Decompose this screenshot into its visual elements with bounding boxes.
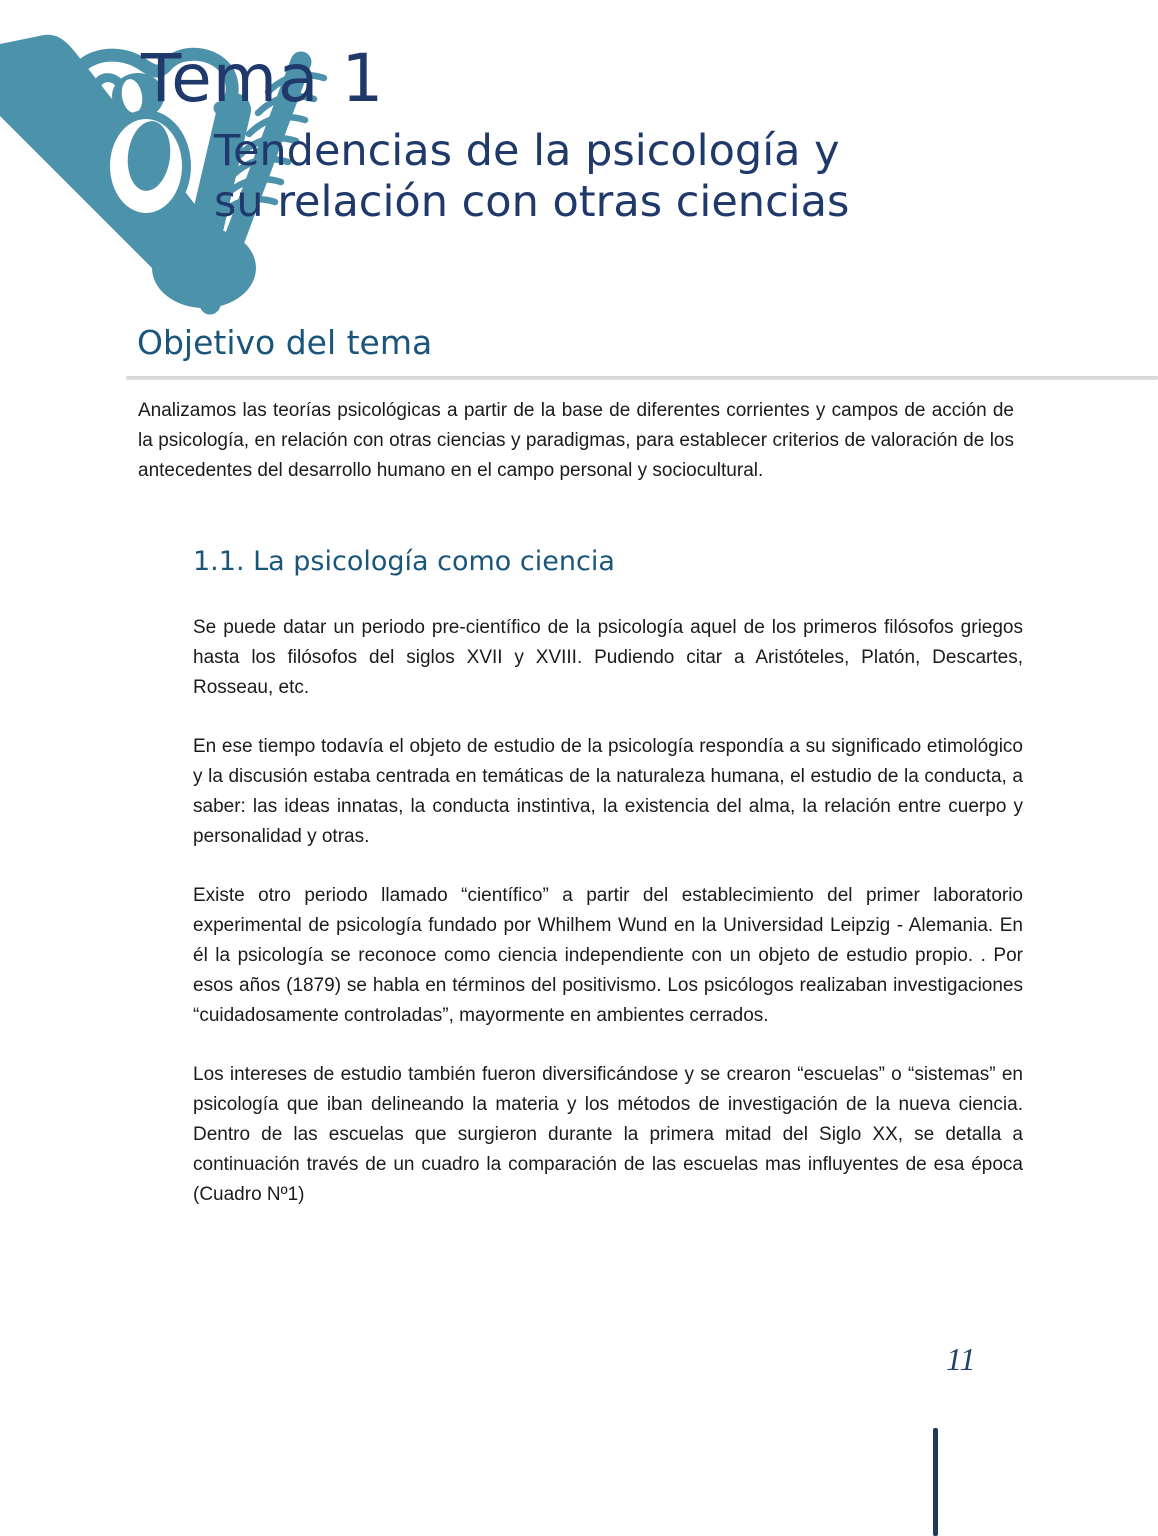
body-paragraph-4: Los intereses de estudio también fueron diversificándose y se crearon “escuelas” o “sistemas” en psicología que iban delineando la materia y los métodos de investigación de la nueva ciencia. Dentro de las escuelas que surgieron durante la primera mitad del Siglo XX, se detalla a continuación través de un cuadro la comparación de las escuelas mas influyentes de esa época (Cuadro Nº1): [193, 1064, 1023, 1205]
chapter-title: [214, 126, 849, 228]
body-paragraph-2: En ese tiempo todavía el objeto de estudio de la psicología respondía a su significado etimológico y la discusión estaba centrada en temáticas de la naturaleza humana, el estudio de la conducta, a saber: las ideas innatas, la conducta instintiva, la existencia del alma, la relación entre cuerpo y personalidad y otras.: [193, 736, 1023, 847]
chapter-title-line2: su relación con otras ciencias: [214, 177, 850, 227]
body-paragraph-3: Existe otro periodo llamado “científico” a partir del establecimiento del primer laboratorio experimental de psicología fundado por Whilhem Wund en la Universidad Leipzig - Alemania. En él la psicología se reconoce como ciencia independiente con un objeto de estudio propio. . Por esos años (1879) se habla en términos del positivismo. Los psicólogos realizaban investigaciones “cuidadosamente controladas”, mayormente en ambientes cerrados.: [193, 885, 1023, 1026]
section-heading: Objetivo del tema: [137, 323, 433, 362]
body-paragraph-1: Se puede datar un periodo pre-científico de la psicología aquel de los primeros filósofos griegos hasta los filósofos del siglos XVII y XVIII. Pudiendo citar a Aristóteles, Platón, Descartes, Rosseau, etc.: [193, 617, 1023, 698]
footer-rule: [933, 1428, 938, 1536]
objective-paragraph: Analizamos las teorías psicológicas a partir de la base de diferentes corrientes y campos de acción de la psicología, en relación con otras ciencias y paradigmas, para establecer criterios de valoración de los antecedentes del desarrollo humano en el campo personal y sociocultural.: [138, 400, 1014, 481]
chapter-title-line1: Tendencias de la psicología y: [214, 126, 840, 176]
section-divider: [126, 376, 1158, 380]
chapter-number: Tema 1: [141, 40, 385, 117]
subsection-body: [193, 613, 1023, 1239]
page-number: 11: [946, 1341, 976, 1377]
subsection-heading: 1.1. La psicología como ciencia: [193, 546, 615, 577]
